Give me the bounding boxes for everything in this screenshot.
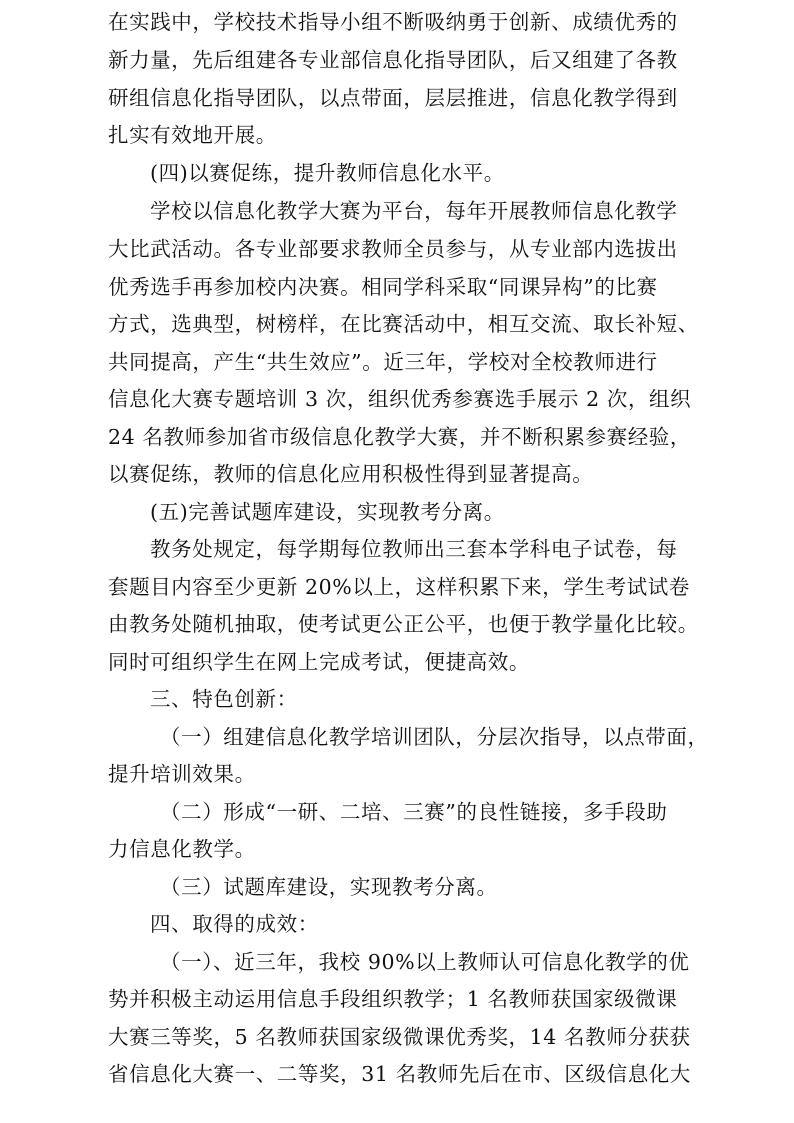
paragraph-line: 同时可组织学生在网上完成考试，便捷高效。 xyxy=(108,650,530,674)
list-item-line: （一）组建信息化教学培训团队，分层次指导，以点带面， xyxy=(160,725,709,749)
paragraph-line: 扎实有效地开展。 xyxy=(108,123,277,147)
section-heading: (五)完善试题库建设，实现教考分离。 xyxy=(150,500,505,524)
paragraph-line: （一）、近三年，我校 90%以上教师认可信息化教学的优 xyxy=(160,950,690,974)
paragraph-line: 势并积极主动运用信息手段组织教学；1 名教师获国家级微课 xyxy=(108,987,678,1011)
paragraph-line: 大比武活动。各专业部要求教师全员参与，从专业部内选拔出 xyxy=(108,237,678,261)
paragraph-line: 优秀选手再参加校内决赛。相同学科采取“同课异构”的比赛 xyxy=(108,275,658,299)
paragraph-line: 以赛促练，教师的信息化应用积极性得到显著提高。 xyxy=(108,462,594,486)
paragraph-line: 由教务处随机抽取，使考试更公正公平，也便于教学量化比较。 xyxy=(108,612,699,636)
paragraph-line: 方式，选典型，树榜样，在比赛活动中，相互交流、取长补短、 xyxy=(108,312,699,336)
paragraph-line: 研组信息化指导团队，以点带面，层层推进，信息化教学得到 xyxy=(108,86,678,110)
paragraph-line: 共同提高，产生“共生效应”。近三年，学校对全校教师进行 xyxy=(108,350,658,374)
section-heading: 四、取得的成效： xyxy=(150,912,319,936)
paragraph-line: 省信息化大赛一、二等奖，31 名教师先后在市、区级信息化大 xyxy=(108,1062,691,1086)
paragraph-line: 新力量，先后组建各专业部信息化指导团队，后又组建了各教 xyxy=(108,48,678,72)
paragraph-line: 24 名教师参加省市级信息化教学大赛，并不断积累参赛经验， xyxy=(108,425,691,449)
list-item-line: 力信息化教学。 xyxy=(108,837,256,861)
paragraph-line: 信息化大赛专题培训 3 次，组织优秀参赛选手展示 2 次，组织 xyxy=(108,387,692,411)
paragraph-line: 大赛三等奖，5 名教师获国家级微课优秀奖，14 名教师分获获 xyxy=(108,1025,691,1049)
list-item-line: 提升培训效果。 xyxy=(108,762,256,786)
section-heading: (四)以赛促练，提升教师信息化水平。 xyxy=(150,161,505,185)
list-item-line: （三）试题库建设，实现教考分离。 xyxy=(160,875,498,899)
paragraph-line: 在实践中，学校技术指导小组不断吸纳勇于创新、成绩优秀的 xyxy=(108,10,678,34)
paragraph-line: 套题目内容至少更新 20%以上，这样积累下来，学生考试试卷 xyxy=(108,575,690,599)
paragraph-line: 教务处规定，每学期每位教师出三套本学科电子试卷，每 xyxy=(150,537,678,561)
list-item-line: （二）形成“一研、二培、三赛”的良性链接，多手段助 xyxy=(160,800,668,824)
paragraph-line: 学校以信息化教学大赛为平台，每年开展教师信息化教学 xyxy=(150,199,678,223)
section-heading: 三、特色创新： xyxy=(150,687,298,711)
